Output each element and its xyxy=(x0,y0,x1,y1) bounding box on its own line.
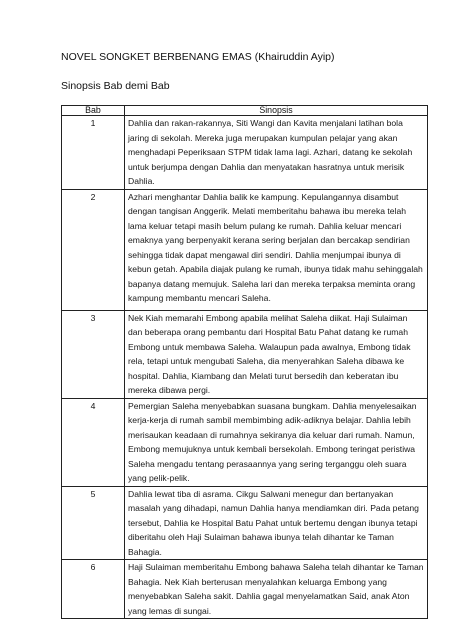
chapter-synopsis: Nek Kiah memarahi Embong apabila melihat Saleha diikat. Haji Sulaiman dan beberapa orang pembantu dari Hospital Batu Pahat datang ke rumah Embong untuk membawa Saleha. Walaupun pada awalnya, Embong tidak rela, tetapi untuk mengubati Saleha, dia menyerahkan Saleha dibawa ke hospital. Dahlia, Kiambang dan Melati turut bersedih dan keberatan ibu mereka dibawa pergi. xyxy=(125,310,428,398)
table-row xyxy=(62,116,428,190)
chapter-number: 4 xyxy=(62,398,125,486)
table-row xyxy=(62,486,428,560)
chapter-synopsis: Haji Sulaiman memberitahu Embong bahawa Saleha telah dihantar ke Taman Bahagia. Nek Kiah berterusan menyalahkan keluarga Embong yang menyebabkan Saleha sakit. Dahlia gagal menyelamatkan Said, anak Aton yang lemas di sungai. xyxy=(125,560,428,619)
chapter-number: 2 xyxy=(62,189,125,310)
chapter-number: 3 xyxy=(62,310,125,398)
table-row xyxy=(62,189,428,310)
document-title: NOVEL SONGKET BERBENANG EMAS (Khairuddin Ayip) xyxy=(61,51,335,63)
chapter-synopsis: Pemergian Saleha menyebabkan suasana bungkam. Dahlia menyelesaikan kerja-kerja di rumah sambil membimbing adik-adiknya belajar. Dahlia lebih merisaukan keadaan di rumahnya sekiranya dia keluar dari rumah. Namun, Embong memujuknya untuk kembali bersekolah. Embong teringat peristiwa Saleha mengadu tentang perasaannya yang sering terganggu oleh suara yang pelik-pelik. xyxy=(125,398,428,486)
synopsis-table xyxy=(61,105,428,619)
table-row xyxy=(62,310,428,398)
chapter-number: 5 xyxy=(62,486,125,560)
header-sinopsis: Sinopsis xyxy=(125,106,428,116)
chapter-number: 1 xyxy=(62,116,125,190)
table-row xyxy=(62,560,428,619)
chapter-synopsis: Azhari menghantar Dahlia balik ke kampung. Kepulangannya disambut dengan tangisan Anggerik. Melati memberitahu bahawa ibu mereka telah lama keluar tetapi masih belum pulang ke rumah. Dahlia keluar mencari emaknya yang berpenyakit kerana sering berjalan dan bercakap sendirian sehingga tidak dapat mengawal diri sendiri. Dahlia menjumpai ibunya di kebun getah. Apabila diajak pulang ke rumah, ibunya tidak mahu sehinggalah bapanya datang memujuk. Saleha lari dan mereka terpaksa meminta orang kampung membantu mencari Saleha. xyxy=(125,189,428,310)
chapter-number: 6 xyxy=(62,560,125,619)
document-subtitle: Sinopsis Bab demi Bab xyxy=(61,80,170,92)
chapter-synopsis: Dahlia dan rakan-rakannya, Siti Wangi dan Kavita menjalani latihan bola jaring di sekolah. Mereka juga merupakan kumpulan pelajar yang akan menghadapi Peperiksaan STPM tidak lama lagi. Azhari, datang ke sekolah untuk berjumpa dengan Dahlia dan menyatakan hasratnya untuk merisik Dahlia. xyxy=(125,116,428,190)
chapter-synopsis: Dahlia lewat tiba di asrama. Cikgu Salwani menegur dan bertanyakan masalah yang dihadapi, namun Dahlia hanya mendiamkan diri. Pada petang tersebut, Dahlia ke Hospital Batu Pahat untuk bertemu dengan ibunya tetapi diberitahu oleh Haji Sulaiman bahawa ibunya telah dihantar ke Taman Bahagia. xyxy=(125,486,428,560)
table-header-row xyxy=(62,106,428,116)
header-bab: Bab xyxy=(62,106,125,116)
table-row xyxy=(62,398,428,486)
